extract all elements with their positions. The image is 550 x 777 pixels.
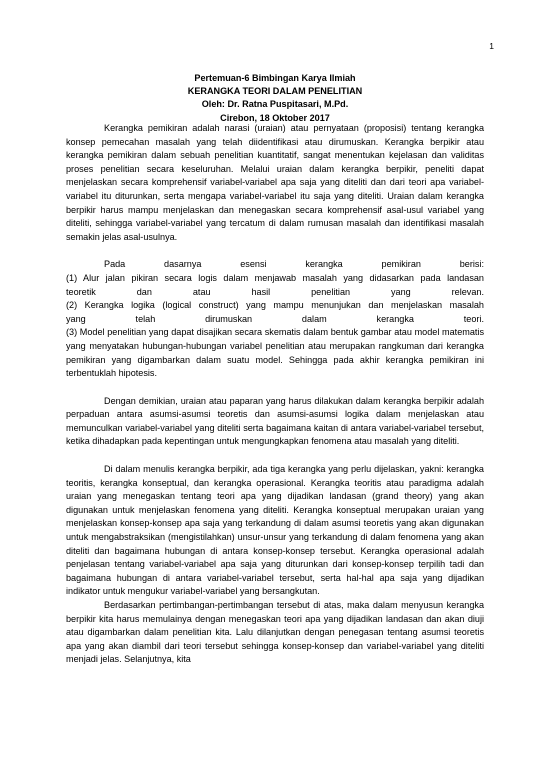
paragraph-2-line-4: (2) Kerangka logika (logical construct) yang mampu menunjukan dan menjelaskan masalah — [66, 300, 484, 311]
paragraph-2-line-2: (1) Alur jalan pikiran secara logis dalam menjawab masalah yang didasarkan pada landasan — [66, 272, 484, 283]
paragraph-3: Dengan demikian, uraian atau paparan yang harus dilakukan dalam kerangka berpikir adalah perpaduan antara asumsi-asumsi teoretis dan asumsi-asumsi logika dalam menjelaskan atau memunculkan variabel-variabel yang diteliti serta bagaimana kaitan di antara variabel-variabel tersebut, ketika dihadapkan pada kepentingan untuk mengungkapkan fenomena atau masalah yang diteliti. — [66, 395, 484, 447]
paragraph-5: Berdasarkan pertimbangan-pertimbangan tersebut di atas, maka dalam menyusun kerangka berpikir kita harus memulainya dengan menegaskan teori apa yang dijadikan landasan dan akan diuji atau digambarkan dalam penelitian kita. Lalu dilanjutkan dengan penegasan tentang asumsi teoretis apa yang akan diambil dari teori tersebut sehingga konsep-konsep dan variabel-variabel yang diteliti menjadi jelas. Selanjutnya, kita — [66, 600, 484, 665]
document-title: KERANGKA TEORI DALAM PENELITIAN — [187, 86, 363, 97]
paragraph-2-item-3: (3) Model penelitian yang dapat disajikan secara skematis dalam bentuk gambar atau model matematis yang menyatakan hubungan-hubungan variabel penelitian atau merupakan rangkuman dari kerangka pemikiran yang digambarkan dalam suatu model. Sehingga pada akhir kerangka pemikiran ini terbentuklah hipotesis. — [66, 327, 484, 379]
paragraph-1: Kerangka pemikiran adalah narasi (uraian) atau pernyataan (proposisi) tentang kerangka konsep pemecahan masalah yang telah diidentifikasi atau dirumuskan. Kerangka berpikir atau kerangka pemikiran dalam sebuah penelitian kuantitatif, sangat menentukan kejelasan dan validitas proses penelitian secara keseluruhan. Melalui uraian dalam kerangka berpikir, peneliti dapat menjelaskan secara komprehensif variabel-variabel apa saja yang diteliti dan dari teori apa variabel-variabel itu diturunkan, serta mengapa variabel-variabel itu saja yang diteliti. Uraian dalam kerangka berpikir harus mampu menjelaskan dan menegaskan secara komprehensif asal-usul variabel yang diteliti, sehingga variabel-variabel yang tercatum di dalam rumusan masalah dan identifikasi masalah semakin jelas asal-usulnya. — [66, 123, 484, 242]
document-header — [0, 72, 550, 125]
meeting-title: Pertemuan-6 Bimbingan Karya Ilmiah — [194, 73, 356, 83]
page-number: 1 — [489, 41, 494, 51]
paragraph-2-line-3: teoretik dan atau hasil penelitian yang relevan. — [66, 286, 484, 297]
paragraph-2-line-1: Pada dasarnya esensi kerangka pemikiran berisi: — [104, 259, 484, 270]
author-line: Oleh: Dr. Ratna Puspitasari, M.Pd. — [201, 99, 349, 110]
date-line: Cirebon, 18 Oktober 2017 — [220, 112, 330, 123]
document-body — [66, 122, 484, 681]
paragraph-2 — [66, 258, 484, 326]
paragraph-4: Di dalam menulis kerangka berpikir, ada tiga kerangka yang perlu dijelaskan, yakni: kerangka teoritis, kerangka konseptual, dan kerangka operasional. Kerangka teoritis atau paradigma adalah uraian yang menegaskan tentang teori apa yang dijadikan landasan (grand theory) yang akan digunakan untuk menjelaskan fenomena yang diteliti. Kerangka konseptual merupakan uraian yang menjelaskan konsep-konsep apa saja yang terkandung di dalam asumsi teoretis yang akan digunakan untuk mengabstraksikan (mengistilahkan) unsur-unsur yang terkandung di dalam fenomena yang akan diteliti dan bagaimana hubungan di antara konsep-konsep tersebut. Kerangka operasional adalah penjelasan tentang variabel-variabel apa saja yang diturunkan dari konsep-konsep terpilih tadi dan bagaimana hubungan di antara variabel-variabel tersebut, serta hal-hal apa saja yang dijadikan indikator untuk mengukur variabel-variabel yang bersangkutan. — [66, 464, 484, 597]
paragraph-2-line-5: yang telah dirumuskan dalam kerangka teori. — [66, 313, 484, 324]
